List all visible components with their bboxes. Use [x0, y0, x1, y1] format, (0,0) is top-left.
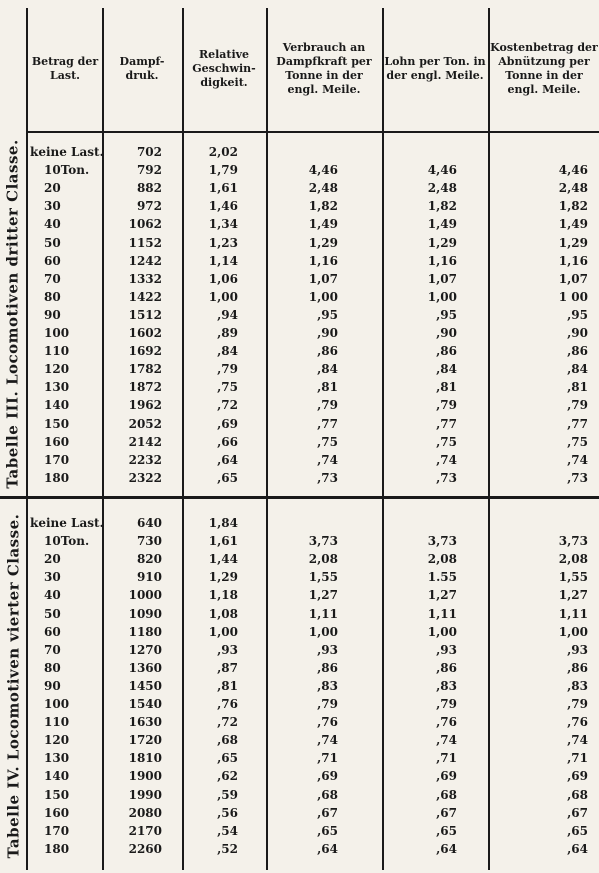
table-cell: 1 00	[558, 289, 588, 304]
table-cell: 100	[44, 697, 70, 711]
table-cell: 50	[44, 606, 61, 621]
table-cell: 80	[44, 660, 61, 675]
table-cell: 160	[44, 805, 70, 820]
table-row	[0, 306, 599, 324]
table-cell: 1,14	[208, 253, 238, 268]
table-cell: ,93	[567, 642, 588, 657]
table-cell: 1512	[128, 307, 162, 322]
table-cell: ,76	[436, 715, 457, 730]
table-cell: 730	[136, 534, 162, 549]
table-cell: ,95	[567, 307, 588, 322]
table-row	[0, 288, 599, 306]
table-cell: ,90	[436, 326, 457, 340]
table-cell: 1,55	[558, 570, 588, 585]
table-row	[0, 659, 599, 677]
table-cell: ,64	[217, 452, 238, 467]
table-cell: 1,61	[208, 534, 238, 549]
table-row	[0, 677, 599, 695]
table-row	[0, 786, 599, 804]
table-cell: 1360	[128, 660, 162, 675]
table-cell: 1.55	[427, 570, 457, 585]
table-cell: 1,11	[558, 606, 588, 621]
table-row	[0, 342, 599, 360]
table-cell: ,67	[317, 805, 338, 820]
table-cell: 130	[44, 380, 70, 395]
table-cell: ,64	[436, 841, 457, 856]
table-cell: ,75	[317, 434, 338, 449]
table-cell: 40	[44, 217, 61, 232]
table-cell: 1,27	[558, 588, 588, 603]
table-cell: 1000	[128, 588, 162, 603]
table-cell: 1,79	[208, 163, 238, 178]
table-cell: 4,46	[558, 163, 588, 178]
table-cell: 1450	[128, 678, 162, 693]
table-row	[0, 252, 599, 270]
table-cell: 70	[44, 271, 61, 286]
table-cell: 1872	[128, 380, 162, 395]
table-row	[0, 586, 599, 604]
table-cell: 1332	[128, 271, 162, 286]
table-cell: 3,73	[308, 534, 338, 549]
table-cell: 60	[44, 624, 61, 639]
table-cell: 1,07	[427, 271, 457, 286]
table-cell: 1,44	[208, 552, 238, 567]
table-cell: ,66	[217, 434, 238, 449]
table-cell: 50	[44, 235, 61, 250]
header-betrag: Betrag der Last.	[31, 55, 99, 82]
table-cell: ,68	[217, 733, 238, 748]
table-cell: 3,73	[427, 534, 457, 549]
table-cell: 1,08	[208, 606, 238, 621]
table-cell: ,76	[317, 715, 338, 730]
table-cell: 702	[136, 145, 162, 159]
table-row	[0, 324, 599, 342]
table-cell: 1090	[128, 606, 162, 621]
table-cell: 1242	[128, 253, 162, 268]
table-cell: ,72	[217, 398, 238, 413]
table-cell: keine Last.	[30, 145, 104, 159]
table-cell: 2,48	[308, 181, 338, 196]
table-cell: ,67	[436, 805, 457, 820]
table-cell: 70	[44, 642, 61, 657]
table-cell: 2260	[128, 841, 162, 856]
header-kosten: Kostenbetrag der Abnützung per Tonne in der engl. Meile.	[490, 41, 598, 96]
table-cell: 1630	[128, 715, 162, 730]
table-cell: 2,02	[208, 145, 238, 159]
table-cell: 2,48	[558, 181, 588, 196]
table-row	[0, 378, 599, 396]
table-row	[0, 143, 599, 161]
table-cell: ,81	[317, 380, 338, 395]
table-cell: 1,61	[208, 181, 238, 196]
table-row	[0, 550, 599, 568]
table-cell: 1,00	[308, 289, 338, 304]
table-row	[0, 396, 599, 414]
table-row	[0, 713, 599, 731]
table-cell: ,76	[567, 715, 588, 730]
table-cell: 1900	[128, 769, 162, 784]
table-cell: 180	[44, 470, 70, 485]
header-dampfdruk: Dampf-druk.	[119, 55, 165, 82]
table-row	[0, 568, 599, 586]
table-row	[0, 197, 599, 215]
table-cell: ,74	[317, 452, 338, 467]
table-cell: 2,08	[427, 552, 457, 567]
table-cell: ,54	[217, 823, 238, 838]
table-cell: ,79	[436, 398, 457, 413]
table-cell: 1990	[128, 787, 162, 802]
table-row	[0, 767, 599, 785]
table-cell: 910	[136, 570, 162, 585]
table-row	[0, 469, 599, 487]
table-cell: 2,08	[558, 552, 588, 567]
table-cell: 1,49	[558, 217, 588, 232]
table-row	[0, 605, 599, 623]
table-cell: 1,11	[308, 606, 338, 621]
table-cell: 20	[44, 181, 61, 196]
table-cell: 1720	[128, 733, 162, 748]
table-row	[0, 179, 599, 197]
table-cell: 1180	[128, 624, 162, 639]
table-row	[0, 433, 599, 451]
table-row	[0, 641, 599, 659]
table-cell: ,73	[567, 470, 588, 485]
table-cell: 2052	[128, 416, 162, 431]
table-cell: 3,73	[558, 534, 588, 549]
table-cell: ,74	[317, 733, 338, 748]
table-cell: 1152	[128, 235, 162, 250]
table-cell: ,68	[436, 787, 457, 802]
table-row	[0, 840, 599, 858]
table-cell: 2,08	[308, 552, 338, 567]
table-cell: ,81	[567, 380, 588, 395]
table-cell: 1270	[128, 642, 162, 657]
table-cell: ,86	[317, 660, 338, 675]
table-cell: ,74	[567, 452, 588, 467]
table-row	[0, 161, 599, 179]
table-cell: 1,18	[208, 588, 238, 603]
table-cell: 1,11	[427, 606, 457, 621]
table-cell: ,75	[567, 434, 588, 449]
table-cell: ,84	[436, 362, 457, 377]
table-cell: ,72	[217, 715, 238, 730]
table-cell: ,79	[217, 362, 238, 377]
section-divider	[0, 496, 599, 499]
table-cell: 90	[44, 678, 61, 693]
table-cell: 1,00	[208, 624, 238, 639]
table-cell: keine Last.	[30, 516, 104, 530]
table-cell: 1782	[128, 362, 162, 377]
table-cell: 1540	[128, 697, 162, 711]
table-cell: ,52	[217, 841, 238, 856]
table-cell: 1,55	[308, 570, 338, 585]
table-cell: 1692	[128, 344, 162, 359]
table-cell: 130	[44, 751, 70, 766]
table-cell: ,68	[567, 787, 588, 802]
table-cell: ,86	[567, 660, 588, 675]
table-cell: 2080	[128, 805, 162, 820]
table-cell: ,84	[567, 362, 588, 377]
table-cell: 1,16	[308, 253, 338, 268]
table-cell: ,74	[436, 733, 457, 748]
table-cell: ,65	[217, 751, 238, 766]
table-cell: ,76	[217, 697, 238, 711]
table-cell: 150	[44, 787, 70, 802]
table-row	[0, 270, 599, 288]
table-cell: 1,84	[208, 516, 238, 530]
table-cell: ,65	[317, 823, 338, 838]
table-cell: 1,27	[308, 588, 338, 603]
table-row	[0, 749, 599, 767]
table-row	[0, 234, 599, 252]
table-cell: 1,00	[558, 624, 588, 639]
table-cell: ,83	[317, 678, 338, 693]
table-cell: 1810	[128, 751, 162, 766]
table-cell: 140	[44, 398, 70, 413]
table-cell: ,79	[567, 398, 588, 413]
table-cell: ,71	[436, 751, 457, 766]
table-cell: 4,46	[308, 163, 338, 178]
table-cell: 110	[44, 344, 70, 359]
table-cell: ,68	[317, 787, 338, 802]
table-cell: 792	[136, 163, 162, 178]
table-cell: ,74	[436, 452, 457, 467]
table-cell: 1,82	[558, 199, 588, 214]
table-cell: 170	[44, 823, 70, 838]
table-cell: 2322	[128, 470, 162, 485]
table-cell: ,79	[567, 697, 588, 711]
table-cell: ,89	[217, 326, 238, 340]
table-cell: ,77	[436, 416, 457, 431]
section-label-iv: Tabelle IV. Locomotiven vierter Classe.	[4, 513, 23, 859]
table-cell: 1,00	[208, 289, 238, 304]
table-cell: 160	[44, 434, 70, 449]
table-cell: 1962	[128, 398, 162, 413]
table-cell: ,94	[217, 307, 238, 322]
table-cell: 30	[44, 199, 61, 214]
table-cell: 1,29	[558, 235, 588, 250]
table-cell: 90	[44, 307, 61, 322]
table-cell: ,56	[217, 805, 238, 820]
table-cell: ,93	[217, 642, 238, 657]
table-cell: ,67	[567, 805, 588, 820]
header-geschwindigkeit: Relative Geschwin-digkeit.	[192, 48, 256, 89]
table-cell: ,87	[217, 660, 238, 675]
table-cell: 40	[44, 588, 61, 603]
table-cell: 170	[44, 452, 70, 467]
table-cell: 1,82	[427, 199, 457, 214]
table-cell: ,84	[317, 362, 338, 377]
table-cell: 10Ton.	[44, 534, 90, 549]
table-cell: ,75	[217, 380, 238, 395]
table-cell: ,65	[567, 823, 588, 838]
table-cell: 10Ton.	[44, 163, 90, 178]
table-cell: ,84	[217, 344, 238, 359]
table-row	[0, 822, 599, 840]
table-cell: ,75	[436, 434, 457, 449]
table-cell: 120	[44, 733, 70, 748]
table-cell: 972	[136, 199, 162, 214]
table-cell: ,79	[317, 697, 338, 711]
table-cell: 120	[44, 362, 70, 377]
table-cell: ,69	[436, 769, 457, 784]
table-cell: ,69	[567, 769, 588, 784]
table-row	[0, 804, 599, 822]
table-cell: 1,00	[427, 624, 457, 639]
table-cell: 80	[44, 289, 61, 304]
table-cell: ,86	[317, 344, 338, 359]
table-cell: 1,46	[208, 199, 238, 214]
table-cell: 140	[44, 769, 70, 784]
table-cell: ,64	[567, 841, 588, 856]
table-cell: ,65	[217, 470, 238, 485]
table-cell: ,90	[567, 326, 588, 340]
table-row	[0, 514, 599, 532]
table-row	[0, 215, 599, 233]
table-cell: ,86	[436, 660, 457, 675]
table-cell: ,73	[436, 470, 457, 485]
table-cell: ,93	[317, 642, 338, 657]
table-cell: ,73	[317, 470, 338, 485]
table-cell: ,79	[436, 697, 457, 711]
table-cell: 1,00	[308, 624, 338, 639]
table-cell: ,79	[317, 398, 338, 413]
table-cell: 1,16	[427, 253, 457, 268]
table-cell: 2170	[128, 823, 162, 838]
table-cell: 1,06	[208, 271, 238, 286]
table-cell: 1,00	[427, 289, 457, 304]
table-cell: ,95	[436, 307, 457, 322]
header-lohn: Lohn per Ton. in der engl. Meile.	[384, 55, 486, 82]
table-cell: ,86	[567, 344, 588, 359]
table-cell: ,81	[217, 678, 238, 693]
table-cell: 1,29	[308, 235, 338, 250]
table-cell: ,65	[436, 823, 457, 838]
table-row	[0, 415, 599, 433]
table-cell: 1422	[128, 289, 162, 304]
table-cell: 1,29	[427, 235, 457, 250]
table-cell: 100	[44, 326, 70, 340]
table-row	[0, 623, 599, 641]
table-cell: ,62	[217, 769, 238, 784]
section-label-iii: Tabelle III. Locomotiven dritter Classe.	[4, 139, 22, 489]
table-cell: ,59	[217, 787, 238, 802]
table-cell: 180	[44, 841, 70, 856]
table-cell: 640	[136, 516, 162, 530]
table-row	[0, 731, 599, 749]
table-cell: ,86	[436, 344, 457, 359]
table-cell: 60	[44, 253, 61, 268]
table-cell: 4,46	[427, 163, 457, 178]
table-cell: ,83	[567, 678, 588, 693]
table-cell: ,93	[436, 642, 457, 657]
table-cell: 1,49	[308, 217, 338, 232]
table-cell: 150	[44, 416, 70, 431]
table-cell: 820	[136, 552, 162, 567]
table-cell: 1062	[128, 217, 162, 232]
table-cell: ,83	[436, 678, 457, 693]
table-cell: 1602	[128, 326, 162, 340]
table-cell: 1,16	[558, 253, 588, 268]
table-cell: ,69	[317, 769, 338, 784]
table-cell: 2,48	[427, 181, 457, 196]
table-cell: 2142	[128, 434, 162, 449]
table-cell: ,90	[317, 326, 338, 340]
table-cell: 1,29	[208, 570, 238, 585]
table-cell: ,77	[567, 416, 588, 431]
table-cell: 1,23	[208, 235, 238, 250]
table-cell: 1,07	[558, 271, 588, 286]
table-cell: 2232	[128, 452, 162, 467]
table-cell: 1,34	[208, 217, 238, 232]
table-row	[0, 532, 599, 550]
table-cell: ,77	[317, 416, 338, 431]
table-cell: ,69	[217, 416, 238, 431]
table-cell: 1,27	[427, 588, 457, 603]
table-cell: ,74	[567, 733, 588, 748]
table-cell: 882	[136, 181, 162, 196]
header-verbrauch: Verbrauch an Dampfkraft per Tonne in der engl. Meile.	[276, 41, 372, 96]
table-cell: 20	[44, 552, 61, 567]
table-cell: 1,07	[308, 271, 338, 286]
table-cell: ,95	[317, 307, 338, 322]
table-cell: 1,49	[427, 217, 457, 232]
table-cell: ,71	[567, 751, 588, 766]
table-cell: ,81	[436, 380, 457, 395]
table-cell: 30	[44, 570, 61, 585]
header-rule	[26, 131, 599, 133]
table-row	[0, 695, 599, 713]
table-cell: ,64	[317, 841, 338, 856]
table-cell: ,71	[317, 751, 338, 766]
table-cell: 110	[44, 715, 70, 730]
table-row	[0, 360, 599, 378]
table-cell: 1,82	[308, 199, 338, 214]
table-row	[0, 451, 599, 469]
